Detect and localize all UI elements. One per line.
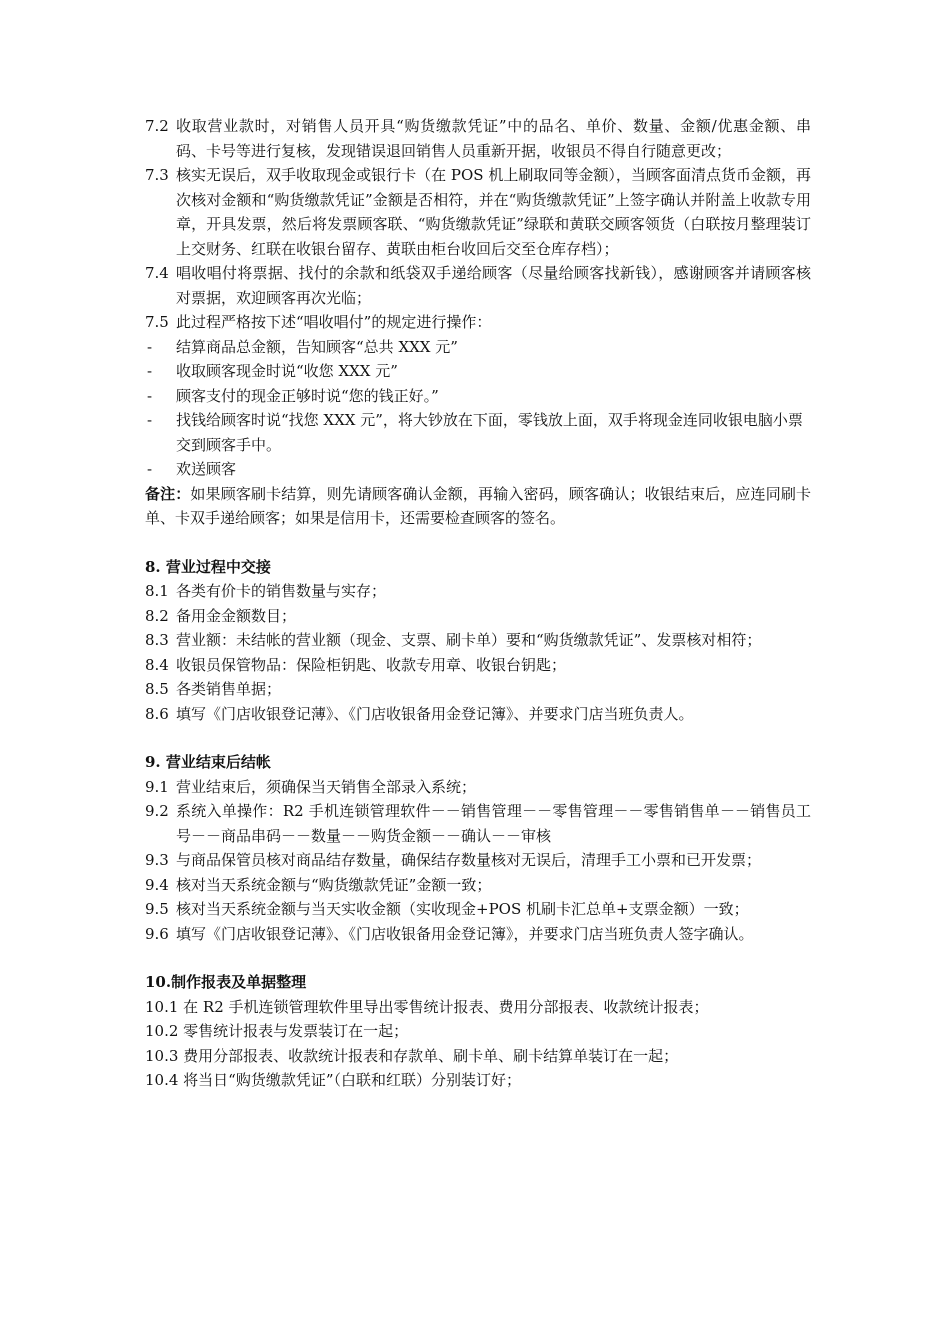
clause-number: 8.4 [145, 655, 169, 674]
bullet-text: 顾客支付的现金正够时说“您的钱正好。” [176, 386, 439, 405]
document-page [145, 114, 811, 1093]
clause-number: 7.5 [145, 313, 169, 331]
clause-number: 7.4 [145, 264, 169, 282]
clause-number: 8.5 [145, 680, 169, 698]
clause-8-5 [145, 677, 811, 702]
clause-text: 与商品保管员核对商品结存数量，确保结存数量核对无误后，清理手工小票和已开发票； [176, 851, 762, 869]
clause-text: 核对当天系统金额与“购货缴款凭证”金额一致； [176, 875, 492, 894]
clause-7-5 [145, 310, 811, 335]
clause-8-4 [145, 653, 811, 678]
bullet-text: 欢送顾客 [176, 460, 237, 478]
clause-number: 7.3 [145, 166, 169, 184]
clause-number: 9.3 [145, 851, 169, 869]
bullet-item [145, 359, 811, 384]
bullet-mark: - [147, 411, 153, 429]
clause-number: 9.5 [145, 900, 169, 918]
clause-8-6 [145, 702, 811, 727]
clause-7-4 [145, 261, 811, 310]
clause-text: 收取营业款时，对销售人员开具“购货缴款凭证”中的品名、单价、数量、金额/优惠金额、串码、卡号等进行复核，发现错误退回销售人员重新开据，收银员不得自行随意更改； [176, 117, 811, 160]
clause-8-3 [145, 628, 811, 653]
clause-9-2 [145, 799, 811, 848]
clause-text: 各类销售单据； [176, 680, 282, 698]
clause-number: 8.2 [145, 606, 169, 625]
clause-9-4 [145, 873, 811, 898]
clause-text: 核实无误后，双手收取现金或银行卡（在 POS 机上刷取同等金额），当顾客面清点货币金额，再次核对金额和“购货缴款凭证”金额是否相符，并在“购货缴款凭证”上签字确认并附盖上收款专用章，开具发票，然后将发票顾客联、“购货缴款凭证”绿联和黄联交顾客领货（白联按月整理装订上交财务、红联在收银台留存、黄联由柜台收回后交至仓库存档）； [176, 166, 811, 258]
remark-label: 备注： [145, 484, 191, 503]
clause-text: 填写《门店收银登记薄》、《门店收银备用金登记簿》，并要求门店当班负责人签字确认。 [176, 924, 754, 943]
clause-7-2 [145, 114, 811, 163]
clause-9-6 [145, 922, 811, 947]
clause-10-3: 10.3 费用分部报表、收款统计报表和存款单、刷卡单、刷卡结算单装订在一起； [145, 1046, 679, 1065]
clause-10-2: 10.2 零售统计报表与发票装订在一起； [145, 1022, 409, 1040]
clause-text: 填写《门店收银登记薄》、《门店收银备用金登记簿》、并要求门店当班负责人。 [176, 704, 694, 723]
clause-7-3 [145, 163, 811, 261]
bullet-mark: - [147, 460, 153, 478]
section-heading-9: 9. 营业结束后结帐 [145, 753, 271, 771]
bullet-item [145, 384, 811, 409]
clause-10-4: 10.4 将当日“购货缴款凭证”（白联和红联）分别装订好； [145, 1071, 522, 1089]
clause-number: 9.6 [145, 924, 169, 943]
clause-number: 9.1 [145, 777, 169, 796]
remark-text: 如果顾客刷卡结算，则先请顾客确认金额，再输入密码，顾客确认；收银结束后，应连同刷卡单、卡双手递给顾客；如果是信用卡，还需要检查顾客的签名。 [145, 484, 811, 527]
clause-9-5 [145, 897, 811, 922]
section-heading-10: 10.制作报表及单据整理 [145, 973, 307, 991]
clause-number: 7.2 [145, 117, 169, 135]
bullet-text: 找钱给顾客时说“找您 XXX 元”，将大钞放在下面，零钱放上面，双手将现金连同收银电脑小票交到顾客手中。 [176, 411, 803, 454]
clause-text: 系统入单操作：R2 手机连锁管理软件－－销售管理－－零售管理－－零售销售单－－销售员工号－－商品串码－－数量－－购货金额－－确认－－审核 [176, 802, 811, 845]
clause-number: 9.4 [145, 875, 169, 894]
clause-text: 收银员保管物品：保险柜钥匙、收款专用章、收银台钥匙； [176, 655, 567, 674]
clause-8-1 [145, 579, 811, 604]
bullet-text: 收取顾客现金时说“收您 XXX 元” [176, 362, 398, 380]
remark-paragraph [145, 482, 811, 531]
bullet-mark: - [147, 362, 153, 380]
clause-10-1: 10.1 在 R2 手机连锁管理软件里导出零售统计报表、费用分部报表、收款统计报表； [145, 997, 709, 1016]
bullet-item [145, 335, 811, 360]
clause-text: 此过程严格按下述“唱收唱付”的规定进行操作： [176, 313, 492, 331]
bullet-text: 结算商品总金额，告知顾客“总共 XXX 元” [176, 337, 458, 356]
bullet-item [145, 408, 811, 457]
section-heading-8: 8. 营业过程中交接 [145, 557, 271, 576]
bullet-item [145, 457, 811, 482]
bullet-mark: - [147, 386, 153, 405]
clause-text: 营业结束后，须确保当天销售全部录入系统； [176, 777, 477, 796]
clause-text: 备用金金额数目； [176, 606, 297, 625]
clause-text: 营业额：未结帐的营业额（现金、支票、刷卡单）要和“购货缴款凭证”、发票核对相符； [176, 631, 762, 649]
clause-number: 8.6 [145, 704, 169, 723]
clause-9-1 [145, 775, 811, 800]
clause-number: 8.3 [145, 631, 169, 649]
clause-text: 唱收唱付将票据、找付的余款和纸袋双手递给顾客（尽量给顾客找新钱），感谢顾客并请顾客核对票据，欢迎顾客再次光临； [176, 264, 811, 307]
clause-text: 核对当天系统金额与当天实收金额（实收现金+POS 机刷卡汇总单+支票金额）一致； [176, 900, 749, 918]
clause-9-3 [145, 848, 811, 873]
clause-text: 各类有价卡的销售数量与实存； [176, 582, 387, 600]
clause-number: 9.2 [145, 802, 169, 820]
clause-number: 8.1 [145, 582, 169, 600]
bullet-mark: - [147, 337, 153, 356]
clause-8-2 [145, 604, 811, 629]
